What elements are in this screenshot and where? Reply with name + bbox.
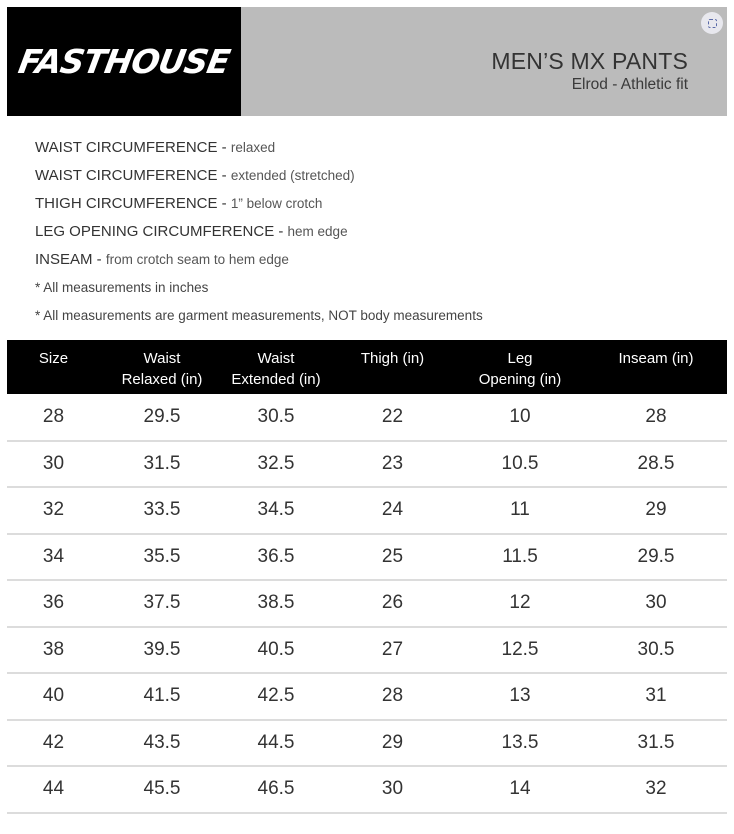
table-row [7, 487, 727, 534]
table-row [7, 394, 727, 441]
table-cell: 22 [330, 394, 455, 441]
table-cell: 30.5 [585, 627, 727, 674]
table-cell: 32.5 [222, 441, 330, 488]
table-cell: 32 [585, 766, 727, 813]
expand-image-icon [708, 19, 717, 28]
size-table [7, 340, 727, 814]
table-cell: 24 [330, 487, 455, 534]
table-cell: 12.5 [455, 627, 585, 674]
expand-image-button[interactable] [701, 12, 723, 34]
table-cell: 34 [7, 534, 102, 581]
table-cell: 35.5 [102, 534, 222, 581]
note-leg-opening: LEG OPENING CIRCUMFERENCE - hem edge [35, 223, 348, 240]
table-cell: 25 [330, 534, 455, 581]
column-header: Thigh (in) [360, 350, 425, 367]
column-header: Waist Extended (in) [231, 350, 321, 388]
table-cell: 34.5 [222, 487, 330, 534]
table-row [7, 673, 727, 720]
column-header: Size [38, 350, 69, 367]
table-cell: 31.5 [585, 720, 727, 767]
note-waist-extended: WAIST CIRCUMFERENCE - extended (stretched) [35, 167, 355, 184]
table-cell: 32 [7, 487, 102, 534]
table-cell: 30 [330, 766, 455, 813]
table-cell: 40 [7, 673, 102, 720]
column-header: Leg Opening (in) [478, 350, 562, 388]
table-cell: 36.5 [222, 534, 330, 581]
note-thigh: THIGH CIRCUMFERENCE - 1” below crotch [35, 195, 323, 212]
measurement-notes [35, 138, 483, 334]
table-row [7, 580, 727, 627]
brand-logo: FASTHOUSE [15, 42, 233, 81]
table-cell: 29.5 [585, 534, 727, 581]
table-cell: 28.5 [585, 441, 727, 488]
table-cell: 28 [330, 673, 455, 720]
table-cell: 14 [455, 766, 585, 813]
table-cell: 42.5 [222, 673, 330, 720]
table-row [7, 720, 727, 767]
table-cell: 33.5 [102, 487, 222, 534]
table-cell: 10 [455, 394, 585, 441]
table-cell: 30 [585, 580, 727, 627]
table-cell: 13 [455, 673, 585, 720]
footnote-inches: * All measurements in inches [35, 280, 209, 295]
table-cell: 23 [330, 441, 455, 488]
table-cell: 42 [7, 720, 102, 767]
table-cell: 29 [330, 720, 455, 767]
size-chart-banner [7, 7, 727, 116]
page-title: MEN’S MX PANTS [491, 48, 688, 74]
table-cell: 31 [585, 673, 727, 720]
table-cell: 44.5 [222, 720, 330, 767]
table-row [7, 441, 727, 488]
table-cell: 46.5 [222, 766, 330, 813]
note-waist-relaxed: WAIST CIRCUMFERENCE - relaxed [35, 139, 276, 156]
table-cell: 40.5 [222, 627, 330, 674]
note-inseam: INSEAM - from crotch seam to hem edge [35, 251, 289, 268]
page-subtitle: Elrod - Athletic fit [571, 76, 688, 93]
column-header: Inseam (in) [618, 350, 694, 367]
column-header: Waist Relaxed (in) [121, 350, 203, 388]
table-row [7, 627, 727, 674]
table-cell: 26 [330, 580, 455, 627]
table-cell: 30 [7, 441, 102, 488]
brand-logo-block [7, 7, 241, 116]
table-cell: 11.5 [455, 534, 585, 581]
table-cell: 13.5 [455, 720, 585, 767]
title-block [241, 7, 727, 116]
table-cell: 11 [455, 487, 585, 534]
table-cell: 39.5 [102, 627, 222, 674]
table-cell: 12 [455, 580, 585, 627]
table-cell: 37.5 [102, 580, 222, 627]
table-row [7, 534, 727, 581]
table-cell: 28 [7, 394, 102, 441]
table-body [7, 394, 727, 813]
table-cell: 28 [585, 394, 727, 441]
table-cell: 29.5 [102, 394, 222, 441]
table-cell: 38 [7, 627, 102, 674]
table-cell: 38.5 [222, 580, 330, 627]
footnote-garment: * All measurements are garment measurements, NOT body measurements [35, 308, 483, 323]
table-cell: 41.5 [102, 673, 222, 720]
table-cell: 30.5 [222, 394, 330, 441]
table-cell: 36 [7, 580, 102, 627]
table-cell: 27 [330, 627, 455, 674]
table-cell: 45.5 [102, 766, 222, 813]
table-cell: 31.5 [102, 441, 222, 488]
table-row [7, 766, 727, 813]
table-cell: 29 [585, 487, 727, 534]
table-cell: 44 [7, 766, 102, 813]
table-header-row [7, 340, 727, 394]
table-cell: 43.5 [102, 720, 222, 767]
table-cell: 10.5 [455, 441, 585, 488]
